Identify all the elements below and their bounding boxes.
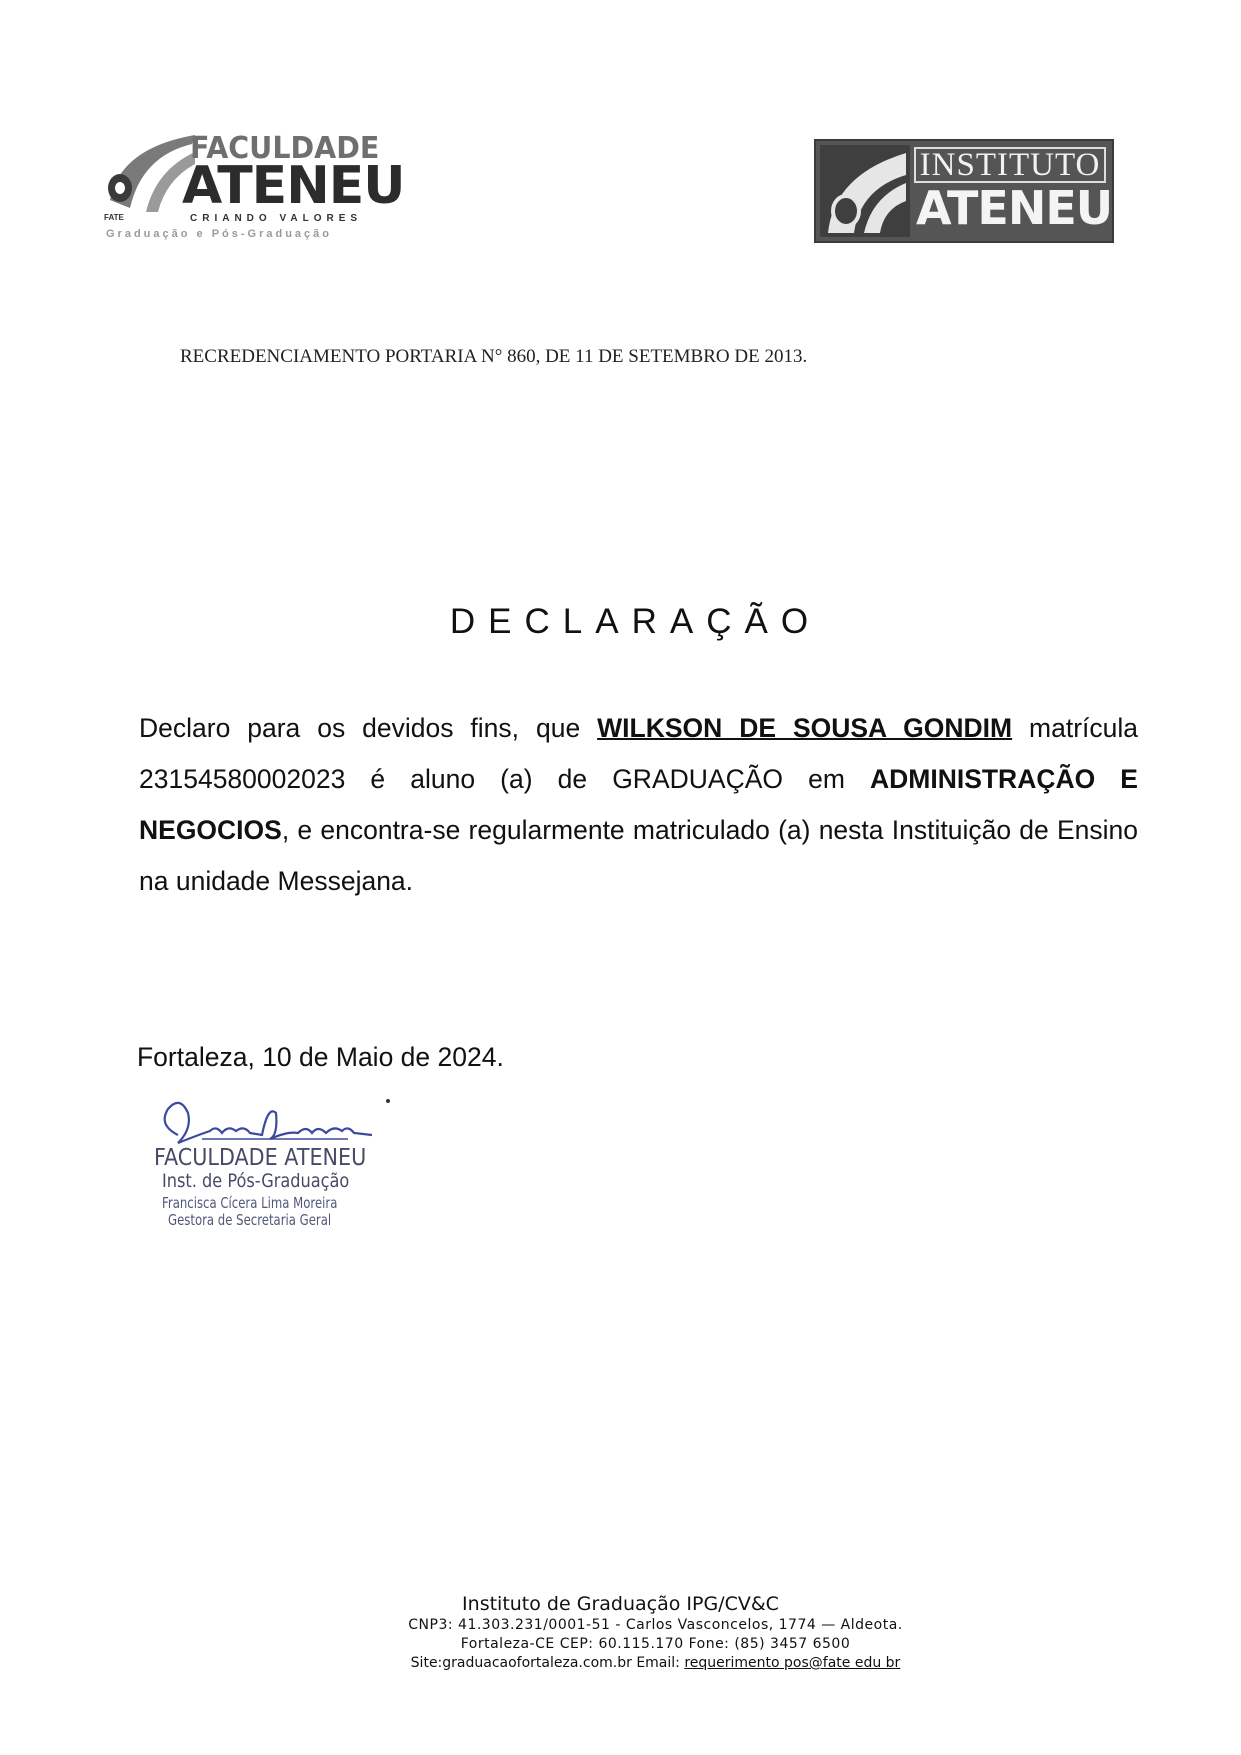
footer-site: Site:graduacaofortaleza.com.br Email: [410,1655,685,1671]
footer [0,1592,1241,1673]
stamp-department: Inst. de Pós-Graduação [162,1170,350,1192]
footer-contact [0,1654,1241,1673]
student-name: WILKSON DE SOUSA GONDIM [597,713,1013,743]
faculdade-slogan: CRIANDO VALORES [190,213,363,224]
faculdade-word: FACULDADE [190,131,380,166]
footer-address: CNP3: 41.303.231/0001-51 - Carlos Vasconcelos, 1774 — Aldeota. [408,1617,903,1633]
course-name: ADMINISTRAÇÃO E NEGOCIOS [139,764,1138,845]
faculdade-subtitle: Graduação e Pós-Graduação [106,228,332,240]
faculdade-ateneu-logo [100,130,405,250]
instituto-logo-mark-icon [820,145,910,237]
recredenciamento-line: RECREDENCIAMENTO PORTARIA N° 860, DE 11 DE SETEMBRO DE 2013. [180,346,808,367]
stamp-institution: FACULDADE ATENEU [154,1145,367,1171]
faculdade-fate-label: FATE [104,213,124,222]
footer-email-link[interactable]: requerimento pos@fate edu br [684,1655,901,1671]
faculdade-name: ATENEU [182,156,405,216]
footer-institution: Instituto de Graduação IPG/CV&C [462,1593,779,1615]
stamp-signatory-name: Francisca Cícera Lima Moreira [162,1194,338,1212]
footer-city-phone: Fortaleza-CE CEP: 60.115.170 Fone: (85) 3457 6500 [460,1636,851,1652]
page-title: DECLARAÇÃO [449,602,822,641]
instituto-word: INSTITUTO [914,147,1106,183]
instituto-ateneu-logo [814,139,1114,243]
signature-stamp [148,1095,398,1240]
instituto-name: ATENEU [916,181,1113,235]
date-line: Fortaleza, 10 de Maio de 2024. [137,1042,504,1072]
declaration-body [139,703,1138,907]
body-enrollment: matrícula 23154580002023 é aluno (a) de GRADUAÇÃO em [139,713,1139,794]
stamp-signatory-role: Gestora de Secretaria Geral [168,1211,332,1229]
body-closing: , e encontra-se regularmente matriculado (a) nesta Instituição de Ensino na unidade Messejana. [139,815,1138,896]
body-intro: Declaro para os devidos fins, que [139,713,598,743]
